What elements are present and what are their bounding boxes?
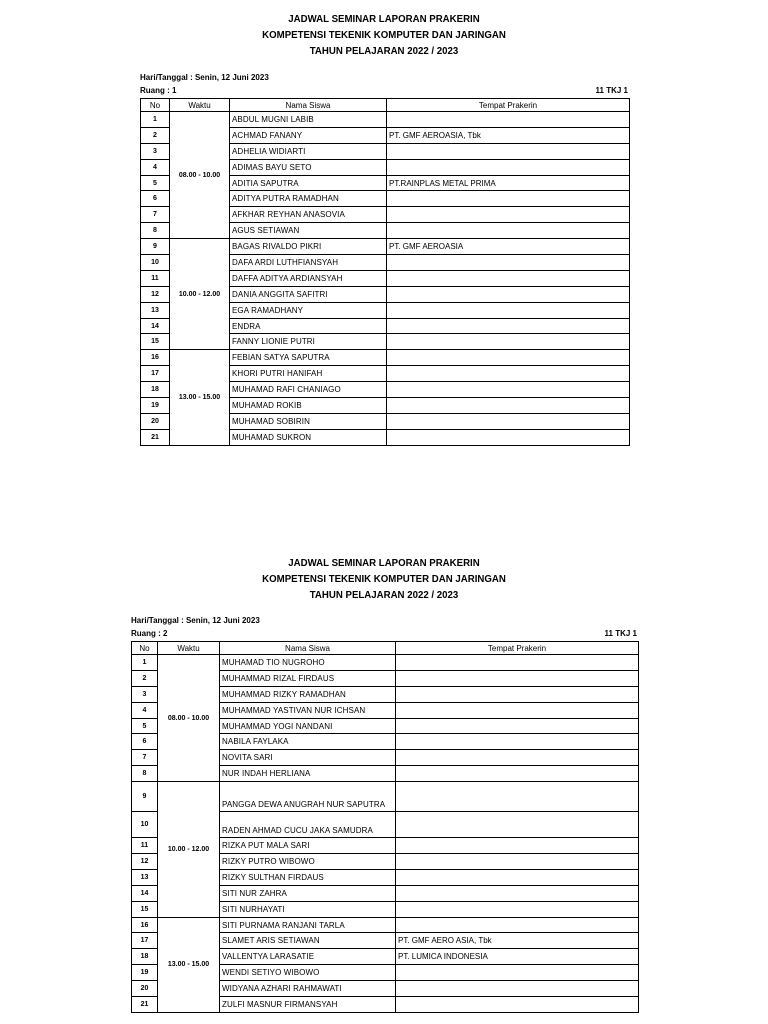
row-number: 1 [132, 655, 158, 671]
document-subtitle: KOMPETENSI TEKENIK KOMPUTER DAN JARINGAN [262, 29, 506, 41]
class-label: 11 TKJ 1 [595, 86, 628, 95]
row-number: 7 [132, 750, 158, 766]
student-name: SITI PURNAMA RANJANI TARLA [220, 917, 396, 933]
internship-place [396, 869, 639, 885]
student-name: MUHAMMAD RIZKY RAMADHAN [220, 686, 396, 702]
internship-place [387, 334, 630, 350]
student-name: ACHMAD FANANY [230, 127, 387, 143]
row-number: 14 [132, 885, 158, 901]
row-number: 1 [141, 112, 170, 128]
internship-place [396, 901, 639, 917]
internship-place [387, 302, 630, 318]
academic-year: TAHUN PELAJARAN 2022 / 2023 [309, 45, 459, 57]
student-name: DANIA ANGGITA SAFITRI [230, 286, 387, 302]
student-name: ADIMAS BAYU SETO [230, 159, 387, 175]
student-name: NUR INDAH HERLIANA [220, 766, 396, 782]
student-name: ADITYA PUTRA RAMADHAN [230, 191, 387, 207]
internship-place [396, 734, 639, 750]
row-number: 20 [141, 413, 170, 429]
header-place: Tempat Prakerin [387, 99, 630, 112]
student-name: RIZKY PUTRO WIBOWO [220, 854, 396, 870]
student-name: MUHAMMAD RIZAL FIRDAUS [220, 670, 396, 686]
internship-place [396, 965, 639, 981]
time-slot: 08.00 - 10.00 [170, 112, 230, 239]
student-name: WENDI SETIYO WIBOWO [220, 965, 396, 981]
internship-place: PT. GMF AERO ASIA, Tbk [396, 933, 639, 949]
internship-place [396, 670, 639, 686]
internship-place [396, 718, 639, 734]
row-number: 18 [132, 949, 158, 965]
table-row [132, 917, 639, 933]
row-number: 19 [132, 965, 158, 981]
student-name: RADEN AHMAD CUCU JAKA SAMUDRA [220, 812, 396, 838]
student-name: MUHAMMAD YOGI NANDANI [220, 718, 396, 734]
internship-place [387, 143, 630, 159]
time-slot: 13.00 - 15.00 [158, 917, 220, 1012]
table-header-row [141, 99, 630, 112]
internship-place [387, 207, 630, 223]
table-row [132, 782, 639, 812]
internship-place [396, 917, 639, 933]
internship-place [387, 429, 630, 445]
row-number: 17 [141, 366, 170, 382]
student-name: EGA RAMADHANY [230, 302, 387, 318]
student-name: RIZKA PUT MALA SARI [220, 838, 396, 854]
student-name: NABILA FAYLAKA [220, 734, 396, 750]
row-number: 5 [132, 718, 158, 734]
internship-place [396, 702, 639, 718]
student-name: FANNY LIONIE PUTRI [230, 334, 387, 350]
internship-place [387, 270, 630, 286]
internship-place [396, 997, 639, 1013]
student-name: ADHELIA WIDIARTI [230, 143, 387, 159]
row-number: 9 [132, 782, 158, 812]
row-number: 14 [141, 318, 170, 334]
student-name: SITI NUR ZAHRA [220, 885, 396, 901]
schedule-table [131, 641, 639, 1013]
student-name: ZULFI MASNUR FIRMANSYAH [220, 997, 396, 1013]
header-no: No [141, 99, 170, 112]
student-name: VALLENTYA LARASATIE [220, 949, 396, 965]
student-name: AGUS SETIAWAN [230, 223, 387, 239]
row-number: 8 [132, 766, 158, 782]
time-slot: 08.00 - 10.00 [158, 655, 220, 782]
date-label: Hari/Tanggal : Senin, 12 Juni 2023 [131, 616, 260, 625]
internship-place [396, 750, 639, 766]
row-number: 8 [141, 223, 170, 239]
row-number: 13 [141, 302, 170, 318]
row-number: 4 [132, 702, 158, 718]
student-name: MUHAMMAD YASTIVAN NUR ICHSAN [220, 702, 396, 718]
document-title: JADWAL SEMINAR LAPORAN PRAKERIN [288, 557, 480, 569]
student-name: SITI NURHAYATI [220, 901, 396, 917]
internship-place [396, 812, 639, 838]
row-number: 9 [141, 239, 170, 255]
time-slot: 10.00 - 12.00 [158, 782, 220, 917]
row-number: 2 [132, 670, 158, 686]
room-label: Ruang : 2 [131, 629, 168, 638]
row-number: 3 [132, 686, 158, 702]
internship-place: PT.RAINPLAS METAL PRIMA [387, 175, 630, 191]
class-label: 11 TKJ 1 [604, 629, 637, 638]
internship-place: PT. GMF AEROASIA, Tbk [387, 127, 630, 143]
header-time: Waktu [158, 642, 220, 655]
room-label: Ruang : 1 [140, 86, 177, 95]
student-name: MUHAMAD RAFI CHANIAGO [230, 382, 387, 398]
row-number: 6 [132, 734, 158, 750]
internship-place [387, 413, 630, 429]
row-number: 11 [141, 270, 170, 286]
internship-place [387, 159, 630, 175]
row-number: 11 [132, 838, 158, 854]
student-name: KHORI PUTRI HANIFAH [230, 366, 387, 382]
row-number: 12 [141, 286, 170, 302]
table-body [132, 655, 639, 1013]
internship-place [396, 782, 639, 812]
row-number: 2 [141, 127, 170, 143]
header-name: Nama Siswa [230, 99, 387, 112]
student-name: ENDRA [230, 318, 387, 334]
internship-place [387, 191, 630, 207]
row-number: 13 [132, 869, 158, 885]
row-number: 15 [132, 901, 158, 917]
row-number: 10 [141, 255, 170, 271]
internship-place [387, 318, 630, 334]
row-number: 21 [141, 429, 170, 445]
row-number: 19 [141, 398, 170, 414]
row-number: 7 [141, 207, 170, 223]
row-number: 20 [132, 981, 158, 997]
document-subtitle: KOMPETENSI TEKENIK KOMPUTER DAN JARINGAN [262, 573, 506, 585]
student-name: ABDUL MUGNI LABIB [230, 112, 387, 128]
student-name: AFKHAR REYHAN ANASOVIA [230, 207, 387, 223]
internship-place [396, 885, 639, 901]
internship-place [396, 686, 639, 702]
internship-place [396, 838, 639, 854]
header-no: No [132, 642, 158, 655]
student-name: FEBIAN SATYA SAPUTRA [230, 350, 387, 366]
student-name: WIDYANA AZHARI RAHMAWATI [220, 981, 396, 997]
internship-place [396, 766, 639, 782]
internship-place [387, 350, 630, 366]
table-row [132, 655, 639, 671]
row-number: 18 [141, 382, 170, 398]
header-place: Tempat Prakerin [396, 642, 639, 655]
internship-place [387, 112, 630, 128]
student-name: NOVITA SARI [220, 750, 396, 766]
academic-year: TAHUN PELAJARAN 2022 / 2023 [309, 589, 459, 601]
student-name: DAFFA ADITYA ARDIANSYAH [230, 270, 387, 286]
row-number: 3 [141, 143, 170, 159]
internship-place: PT. GMF AEROASIA [387, 239, 630, 255]
internship-place: PT. LUMICA INDONESIA [396, 949, 639, 965]
row-number: 17 [132, 933, 158, 949]
internship-place [396, 655, 639, 671]
table-row [141, 112, 630, 128]
student-name: ADITIA SAPUTRA [230, 175, 387, 191]
row-number: 4 [141, 159, 170, 175]
student-name: SLAMET ARIS SETIAWAN [220, 933, 396, 949]
table-row [141, 350, 630, 366]
internship-place [387, 366, 630, 382]
schedule-table [140, 98, 630, 446]
document-title: JADWAL SEMINAR LAPORAN PRAKERIN [288, 13, 480, 25]
row-number: 21 [132, 997, 158, 1013]
internship-place [387, 398, 630, 414]
row-number: 12 [132, 854, 158, 870]
table-row [141, 239, 630, 255]
student-name: RIZKY SULTHAN FIRDAUS [220, 869, 396, 885]
student-name: DAFA ARDI LUTHFIANSYAH [230, 255, 387, 271]
student-name: MUHAMAD ROKIB [230, 398, 387, 414]
row-number: 15 [141, 334, 170, 350]
row-number: 10 [132, 812, 158, 838]
row-number: 6 [141, 191, 170, 207]
table-body [141, 112, 630, 446]
student-name: MUHAMAD SUKRON [230, 429, 387, 445]
student-name: MUHAMAD TIO NUGROHO [220, 655, 396, 671]
row-number: 16 [141, 350, 170, 366]
date-label: Hari/Tanggal : Senin, 12 Juni 2023 [140, 73, 269, 82]
time-slot: 10.00 - 12.00 [170, 239, 230, 350]
student-name: MUHAMAD SOBIRIN [230, 413, 387, 429]
internship-place [387, 255, 630, 271]
student-name: PANGGA DEWA ANUGRAH NUR SAPUTRA [220, 782, 396, 812]
time-slot: 13.00 - 15.00 [170, 350, 230, 445]
internship-place [387, 223, 630, 239]
internship-place [396, 981, 639, 997]
student-name: BAGAS RIVALDO PIKRI [230, 239, 387, 255]
row-number: 16 [132, 917, 158, 933]
internship-place [387, 382, 630, 398]
internship-place [396, 854, 639, 870]
internship-place [387, 286, 630, 302]
table-header-row [132, 642, 639, 655]
row-number: 5 [141, 175, 170, 191]
header-time: Waktu [170, 99, 230, 112]
header-name: Nama Siswa [220, 642, 396, 655]
